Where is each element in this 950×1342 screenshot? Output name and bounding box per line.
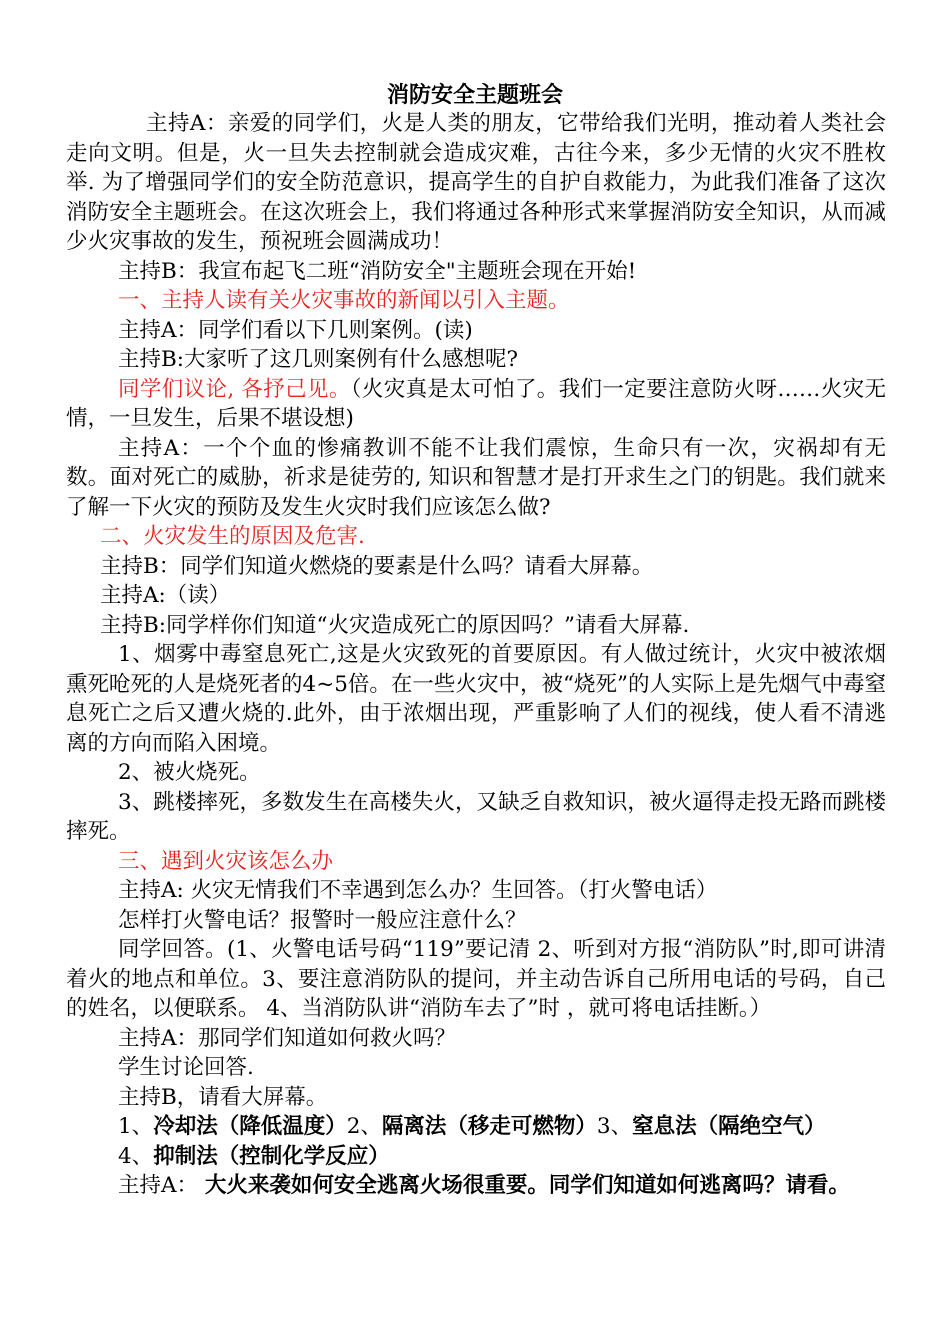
list-extinguish-methods — [66, 1112, 886, 1142]
method-suppression: 抑制法（控制化学反应） — [153, 1143, 390, 1169]
paragraph-host-a-opening: 主持A：亲爱的同学们，火是人类的朋友，它带给我们光明，推动着人类社会走向文明。但是，火一旦失去控制就会造成灾难，古往今来，多少无情的火灾不胜枚举. 为了增强同学们的安全防范意识，提高学生的自护自救能力，为此我们准备了这次消防安全主题班会。在这次班会上，我们将通过各种形式来掌握消防安全知识，从而减少火灾事故的发生，预祝班会圆满成功！ — [66, 111, 886, 254]
method-number-2: 2、 — [346, 1114, 382, 1139]
paragraph-host-b-announce: 主持B：我宣布起飞二班“消防安全"主题班会现在开始! — [118, 258, 637, 284]
section-heading-1: 一、主持人读有关火灾事故的新闻以引入主题。 — [118, 288, 570, 313]
paragraph-discussion — [66, 375, 886, 434]
list-item-cause-1: 1、烟雾中毒窒息死亡,这是火灾致死的首要原因。有人做过统计，火灾中被浓烟熏死呛死的人是烧死者的4~5倍。在一些火灾中，被“烧死”的人实际上是先烟气中毒窒息死亡之后又遭火烧的.此外，由于浓烟出现，严重影响了人们的视线，使人看不清逃离的方向而陷入困境。 — [66, 642, 886, 756]
section-heading-3: 三、遇到火灾该怎么办 — [118, 848, 334, 874]
paragraph-host-b-causes: 主持B:同学样你们知道“火灾造成死亡的原因吗？”请看大屏幕. — [100, 612, 690, 638]
discussion-text: （火灾真是太可怕了。我们一定要注意防火呀……火灾无情，一旦发生，后果不堪设想) — [66, 376, 886, 431]
method-cooling: 冷却法（降低温度） — [153, 1114, 347, 1139]
paragraph-host-a-cases: 主持A：同学们看以下几则案例。(读) — [118, 317, 473, 343]
discussion-highlight: 同学们议论, 各抒己见。 — [118, 376, 351, 402]
list-extinguish-method-4 — [66, 1142, 886, 1172]
method-number-4: 4、 — [118, 1143, 154, 1169]
method-isolation: 隔离法（移走可燃物） — [381, 1114, 597, 1139]
paragraph-host-a-lesson: 主持A：一个个血的惨痛教训不能不让我们震惊，生命只有一次，灾祸却有无数。面对死亡的威胁，祈求是徒劳的, 知识和智慧才是打开求生之门的钥匙。我们就来了解一下火灾的预防及发生火灾时我们应该怎么做? — [66, 435, 886, 520]
escape-speaker: 主持A： — [118, 1173, 199, 1198]
paragraph-host-a-extinguish: 主持A：那同学们知道如何救火吗？ — [118, 1025, 457, 1051]
paragraph-host-a-read: 主持A:（读） — [100, 583, 231, 608]
paragraph-host-b-elements: 主持B：同学们知道火燃烧的要素是什么吗？请看大屏幕。 — [100, 553, 654, 579]
paragraph-how-to-call: 怎样打火警电话？报警时一般应注意什么？ — [118, 907, 527, 933]
paragraph-host-a-what-to-do: 主持A: 火灾无情我们不幸遇到怎么办？生回答。（打火警电话） — [118, 878, 718, 903]
list-item-cause-3: 3、跳楼摔死，多数发生在高楼失火，又缺乏自救知识，被火逼得走投无路而跳楼摔死。 — [66, 789, 886, 844]
method-number-1: 1、 — [118, 1114, 154, 1139]
document-title: 消防安全主题班会 — [386, 82, 563, 108]
method-suffocation: 窒息法（隔绝空气） — [632, 1114, 826, 1139]
escape-text: 大火来袭如何安全逃离火场很重要。同学们知道如何逃离吗？请看。 — [204, 1173, 850, 1198]
paragraph-host-b-question: 主持B:大家听了这几则案例有什么感想呢? — [118, 347, 519, 372]
document-body — [66, 109, 886, 1201]
paragraph-host-a-escape — [66, 1171, 886, 1201]
method-number-3: 3、 — [596, 1114, 633, 1139]
paragraph-student-discuss: 学生讨论回答. — [118, 1055, 254, 1080]
paragraph-host-b-screen: 主持B，请看大屏幕。 — [118, 1084, 328, 1110]
list-item-cause-2: 2、被火烧死。 — [118, 760, 261, 785]
section-heading-2: 二、火灾发生的原因及危害. — [100, 524, 365, 549]
paragraph-student-answer: 同学回答。(1、火警电话号码“119”要记清 2、听到对方报“消防队”时,即可讲清着火的地点和单位。3、要注意消防队的提问，并主动告诉自己所用电话的号码，自己的姓名，以便联系。 4、当消防队讲“消防车去了”时 ，就可将电话挂断。） — [66, 937, 886, 1021]
